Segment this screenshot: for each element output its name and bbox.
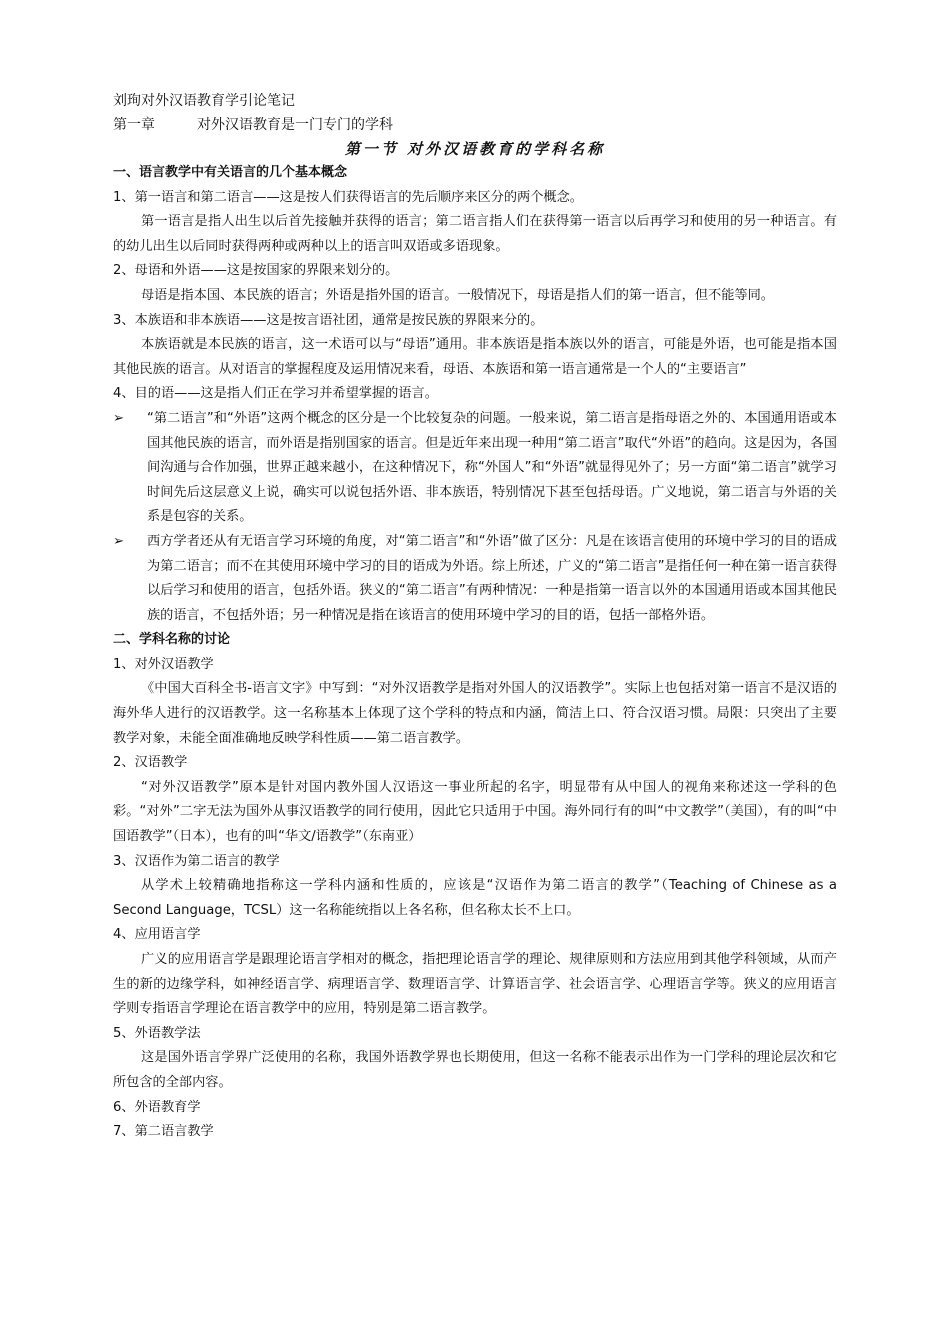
name6-heading: 6、外语教育学: [113, 1099, 201, 1115]
name3-paragraph: 从学术上较精确地指称这一学科内涵和性质的，应该是“汉语作为第二语言的教学”（Teaching of Chinese as a Second Language，TCSL）这一名称能统指以上各名称，但名称太长不上口。: [113, 878, 837, 918]
bullet-text: “第二语言”和“外语”这两个概念的区分是一个比较复杂的问题。一般来说，第二语言是指母语之外的、本国通用语或本国其他民族的语言，而外语是指别国家的语言。但是近年来出现一种用“第二语言”取代“外语”的趋向。这是因为，各国间沟通与合作加强，世界正越来越小，在这种情况下，称“外国人”和“外语”就显得见外了；另一方面“第二语言”就学习时间先后这层意义上说，确实可以说包括外语、非本族语，特别情况下甚至包括母语。广义地说，第二语言与外语的关系是包容的关系。: [147, 410, 837, 525]
item2-paragraph: 母语是指本国、本民族的语言；外语是指外国的语言。一般情况下，母语是指人们的第一语言，但不能等同。: [141, 287, 774, 303]
chapter-title: 对外汉语教育是一门专门的学科: [197, 117, 393, 133]
part1-heading: 一、语言教学中有关语言的几个基本概念: [113, 165, 348, 180]
bullet-item: [113, 530, 837, 628]
name4-heading: 4、应用语言学: [113, 927, 201, 943]
part2-heading: 二、学科名称的讨论: [113, 632, 231, 648]
name2-paragraph: “对外汉语教学”原本是针对国内教外国人汉语这一事业所起的名字，明显带有从中国人的视角来称述这一学科的色彩。“对外”二字无法为国外从事汉语教学的同行使用，因此它只适用于中国。海外同行有的叫“中文教学”（美国），有的叫“中国语教学”（日本），也有的叫“华文/语教学”（东南亚）: [113, 779, 837, 845]
bullet-arrow-icon: ➢: [113, 410, 125, 426]
item1-heading: 1、第一语言和第二语言——这是按人们获得语言的先后顺序来区分的两个概念。: [113, 189, 583, 205]
name4-paragraph: 广义的应用语言学是跟理论语言学相对的概念，指把理论语言学的理论、规律原则和方法应用到其他学科领域，从而产生的新的边缘学科，如神经语言学、病理语言学、数理语言学、计算语言学、社会语言学、心理语言学等。狭义的应用语言学则专指语言学理论在语言教学中的应用，特别是第二语言教学。: [113, 952, 837, 1017]
name5-heading: 5、外语教学法: [113, 1025, 201, 1041]
name7-heading: 7、第二语言教学: [113, 1124, 214, 1140]
item1-paragraph: 第一语言是指人出生以后首先接触并获得的语言；第二语言指人们在获得第一语言以后再学习和使用的另一种语言。有的幼儿出生以后同时获得两种或两种以上的语言叫双语或多语现象。: [113, 214, 837, 254]
bullet-item: [113, 407, 837, 530]
name5-paragraph: 这是国外语言学界广泛使用的名称，我国外语教学界也长期使用，但这一名称不能表示出作为一门学科的理论层次和它所包含的全部内容。: [113, 1050, 837, 1090]
bullet-arrow-icon: ➢: [113, 533, 125, 549]
chapter-heading: [113, 113, 837, 137]
document-title: 刘珣对外汉语教育学引论笔记: [113, 93, 295, 109]
bullet-text: 西方学者还从有无语言学习环境的角度，对“第二语言”和“外语”做了区分：凡是在该语言使用的环境中学习的目的语成为第二语言；而不在其使用环境中学习的目的语成为外语。综上所述，广义的“第二语言”是指任何一种在第一语言获得以后学习和使用的语言，包括外语。狭义的“第二语言”有两种情况：一种是指第一语言以外的本国通用语或本国其他民族的语言，不包括外语；另一种情况是指在该语言的使用环境中学习的目的语，包括一部格外语。: [147, 533, 837, 623]
document-body: [113, 89, 837, 1145]
item3-paragraph: 本族语就是本民族的语言，这一术语可以与“母语”通用。非本族语是指本族以外的语言，可能是外语，也可能是指本国其他民族的语言。从对语言的掌握程度及运用情况来看，母语、本族语和第一语言通常是一个人的“主要语言”: [113, 337, 837, 377]
chapter-number: 第一章: [113, 117, 155, 133]
name1-paragraph: 《中国大百科全书-语言文字》中写到：“对外汉语教学是指对外国人的汉语教学”。实际上也包括对第一语言不是汉语的海外华人进行的汉语教学。这一名称基本上体现了这个学科的特点和内涵，简洁上口、符合汉语习惯。局限：只突出了主要教学对象，未能全面准确地反映学科性质——第二语言教学。: [113, 681, 837, 746]
item2-heading: 2、母语和外语——这是按国家的界限来划分的。: [113, 263, 399, 279]
name3-heading: 3、汉语作为第二语言的教学: [113, 853, 280, 869]
name2-heading: 2、汉语教学: [113, 755, 188, 771]
item3-heading: 3、本族语和非本族语——这是按言语社团，通常是按民族的界限来分的。: [113, 312, 544, 328]
name1-heading: 1、对外汉语教学: [113, 656, 214, 672]
section-title: 第一节 对外汉语教育的学科名称: [344, 140, 606, 158]
item4-heading: 4、目的语——这是指人们正在学习并希望掌握的语言。: [113, 386, 438, 402]
